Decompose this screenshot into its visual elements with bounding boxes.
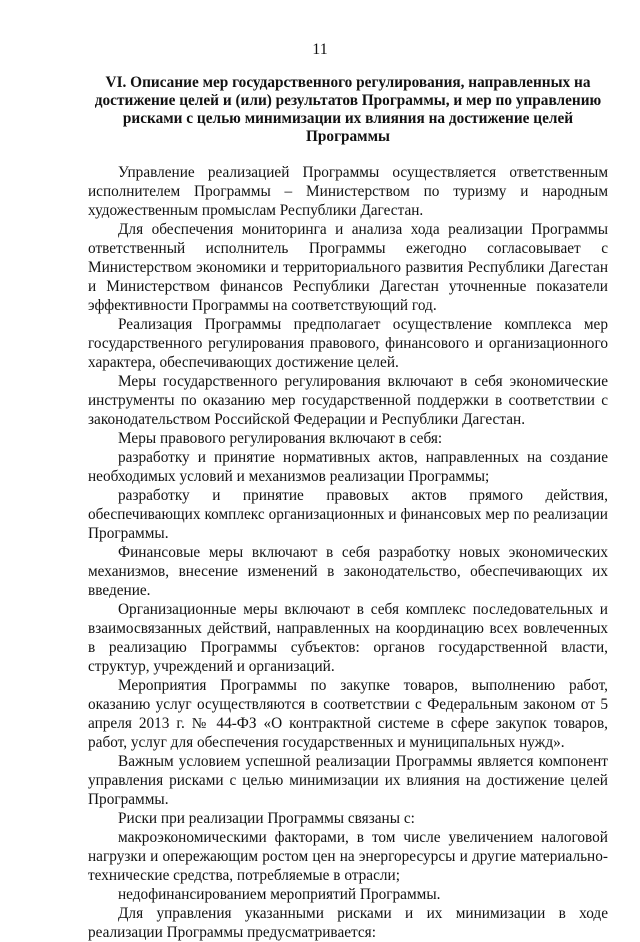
paragraph: Организационные меры включают в себя комплекс последовательных и взаимосвязанных действий, направленных на координацию всех вовлеченных в реализацию Программы субъектов: органов государственной власти, структур, учреждений и организаций. [88,601,608,675]
paragraph: Меры государственного регулирования включают в себя экономические инструменты по оказанию мер государственной поддержки в соответствии с законодательством Российской Федерации и Республики Дагестан. [88,373,608,428]
paragraph: Важным условием успешной реализации Программы является компонент управления рисками с целью минимизации их влияния на достижение целей Программы. [88,753,608,808]
section-heading: VI. Описание мер государственного регулирования, направленных на достижение целей и (или) результатов Программы, и мер по управлению рисками с целью минимизации их влияния на достижение целей Программы [94,74,602,145]
paragraph: разработку и принятие правовых актов прямого действия, обеспечивающих комплекс организационных и финансовых мер по реализации Программы. [88,487,608,542]
paragraph: Для обеспечения мониторинга и анализа хода реализации Программы ответственный исполнитель Программы ежегодно согласовывает с Министерством экономики и территориального развития Республики Дагестан и Министерством финансов Республики Дагестан уточненные показатели эффективности Программы на соответствующий год. [88,221,608,314]
paragraph: Управление реализацией Программы осуществляется ответственным исполнителем Программы – Министерством по туризму и народным художественным промыслам Республики Дагестан. [88,164,608,219]
paragraph: макроэкономическими факторами, в том числе увеличением налоговой нагрузки и опережающим ростом цен на энергоресурсы и другие материально-технические средства, потребляемые в отрасли; [88,829,608,884]
paragraph: Для управления указанными рисками и их минимизации в ходе реализации Программы предусматривается: [88,905,608,941]
paragraph: Реализация Программы предполагает осуществление комплекса мер государственного регулирования правового, финансового и организационного характера, обеспечивающих достижение целей. [88,316,608,371]
paragraph: Риски при реализации Программы связаны с: [118,810,415,827]
page-number: 11 [312,41,328,58]
paragraph: Финансовые меры включают в себя разработку новых экономических механизмов, внесение изменений в законодательство, обеспечивающих их введение. [88,544,608,599]
document-body [88,163,608,942]
paragraph: недофинансированием мероприятий Программы. [118,886,441,903]
paragraph: Мероприятия Программы по закупке товаров, выполнению работ, оказанию услуг осуществляются в соответствии с Федеральным законом от 5 апреля 2013 г. № 44-ФЗ «О контрактной системе в сфере закупок товаров, работ, услуг для обеспечения государственных и муниципальных нужд». [88,677,608,751]
paragraph: разработку и принятие нормативных актов, направленных на создание необходимых условий и механизмов реализации Программы; [88,449,608,485]
paragraph: Меры правового регулирования включают в себя: [118,430,443,447]
